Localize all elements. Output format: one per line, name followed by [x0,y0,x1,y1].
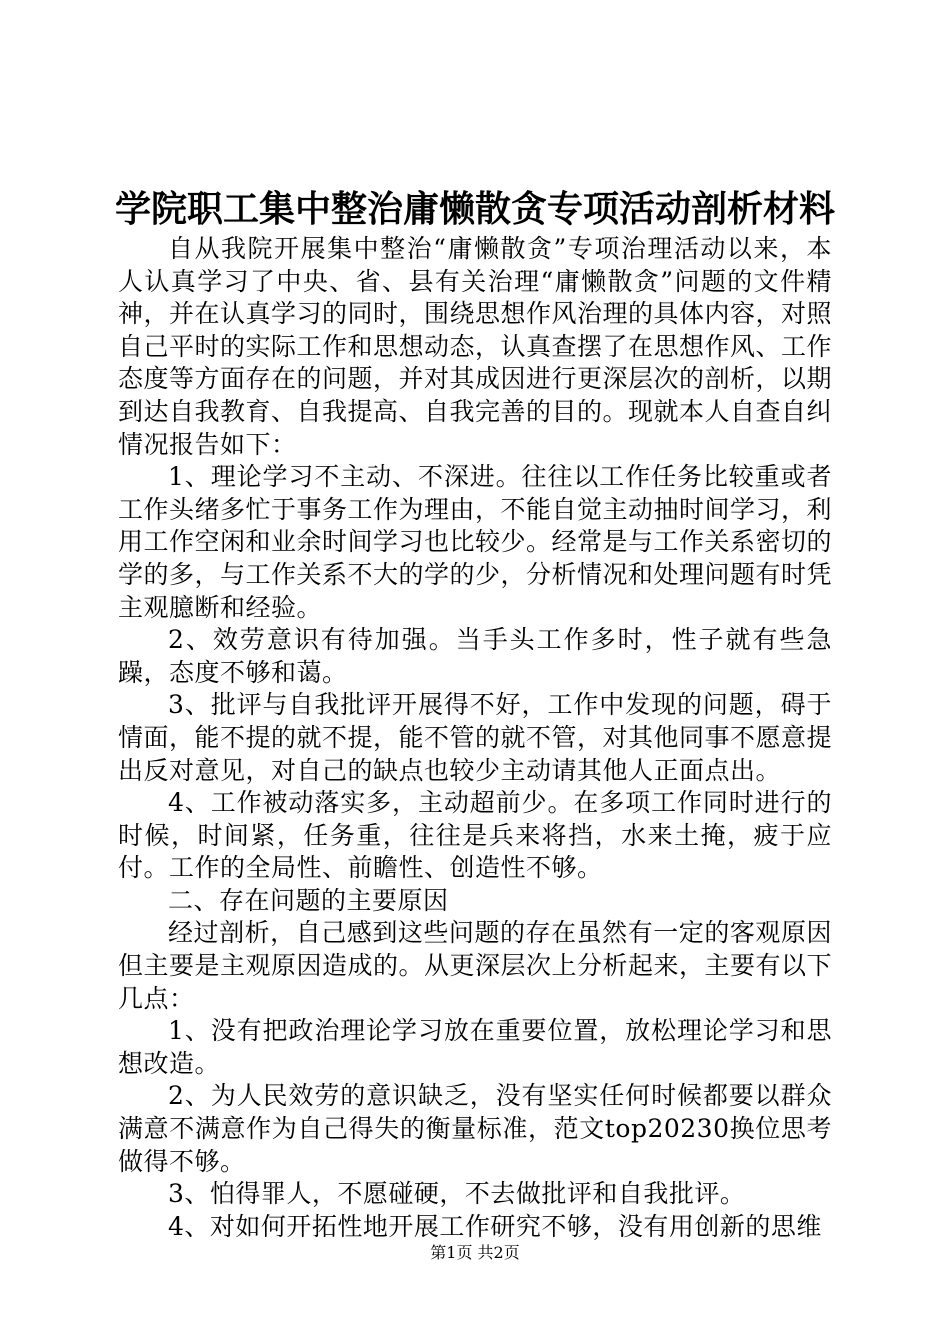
document-body [118,233,832,1243]
document-title: 学院职工集中整治庸懒散贪专项活动剖析材料 [114,188,835,230]
problem-item-4: 4、工作被动落实多，主动超前少。在多项工作同时进行的时候，时间紧，任务重，往往是兵来将挡，水来土掩，疲于应付。工作的全局性、前瞻性、创造性不够。 [118,788,832,883]
problem-item-3: 3、批评与自我批评开展得不好，工作中发现的问题，碍于情面，能不提的就不提，能不管的就不管，对其他同事不愿意提出反对意见，对自己的缺点也较少主动请其他人正面点出。 [118,690,833,785]
intro-paragraph: 自从我院开展集中整治“庸懒散贪”专项治理活动以来，本人认真学习了中央、省、县有关治理“庸懒散贪”问题的文件精神，并在认真学习的同时，围绕思想作风治理的具体内容，对照自己平时的实际工作和思想动态，认真查摆了在思想作风、工作态度等方面存在的问题，并对其成因进行更深层次的剖析，以期到达自我教育、自我提高、自我完善的目的。现就本人自查自纠情况报告如下： [118,234,833,459]
problem-item-1: 1、理论学习不主动、不深进。往往以工作任务比较重或者工作头绪多忙于事务工作为理由，不能自觉主动抽时间学习，利用工作空闲和业余时间学习也比较少。经常是与工作关系密切的学的多，与工作关系不大的学的少，分析情况和处理问题有时凭主观臆断和经验。 [118,462,833,622]
page-number-footer: 第1页 共2页 [430,1243,520,1262]
cause-item-3: 3、怕得罪人，不愿碰硬，不去做批评和自我批评。 [168,1179,746,1209]
cause-item-2: 2、为人民效劳的意识缺乏，没有坚实任何时候都要以群众满意不满意作为自己得失的衡量标准，范文top20230换位思考做得不够。 [118,1081,832,1176]
cause-item-1: 1、没有把政治理论学习放在重要位置，放松理论学习和思想改造。 [118,1016,832,1078]
section-heading-causes: 二、存在问题的主要原因 [168,885,449,915]
cause-item-4: 4、对如何开拓性地开展工作研究不够，没有用创新的思维 [168,1211,822,1241]
problem-item-2: 2、效劳意识有待加强。当手头工作多时，性子就有些急躁，态度不够和蔼。 [118,625,832,687]
causes-intro-paragraph: 经过剖析，自己感到这些问题的存在虽然有一定的客观原因但主要是主观原因造成的。从更深层次上分析起来，主要有以下几点： [118,918,833,1013]
